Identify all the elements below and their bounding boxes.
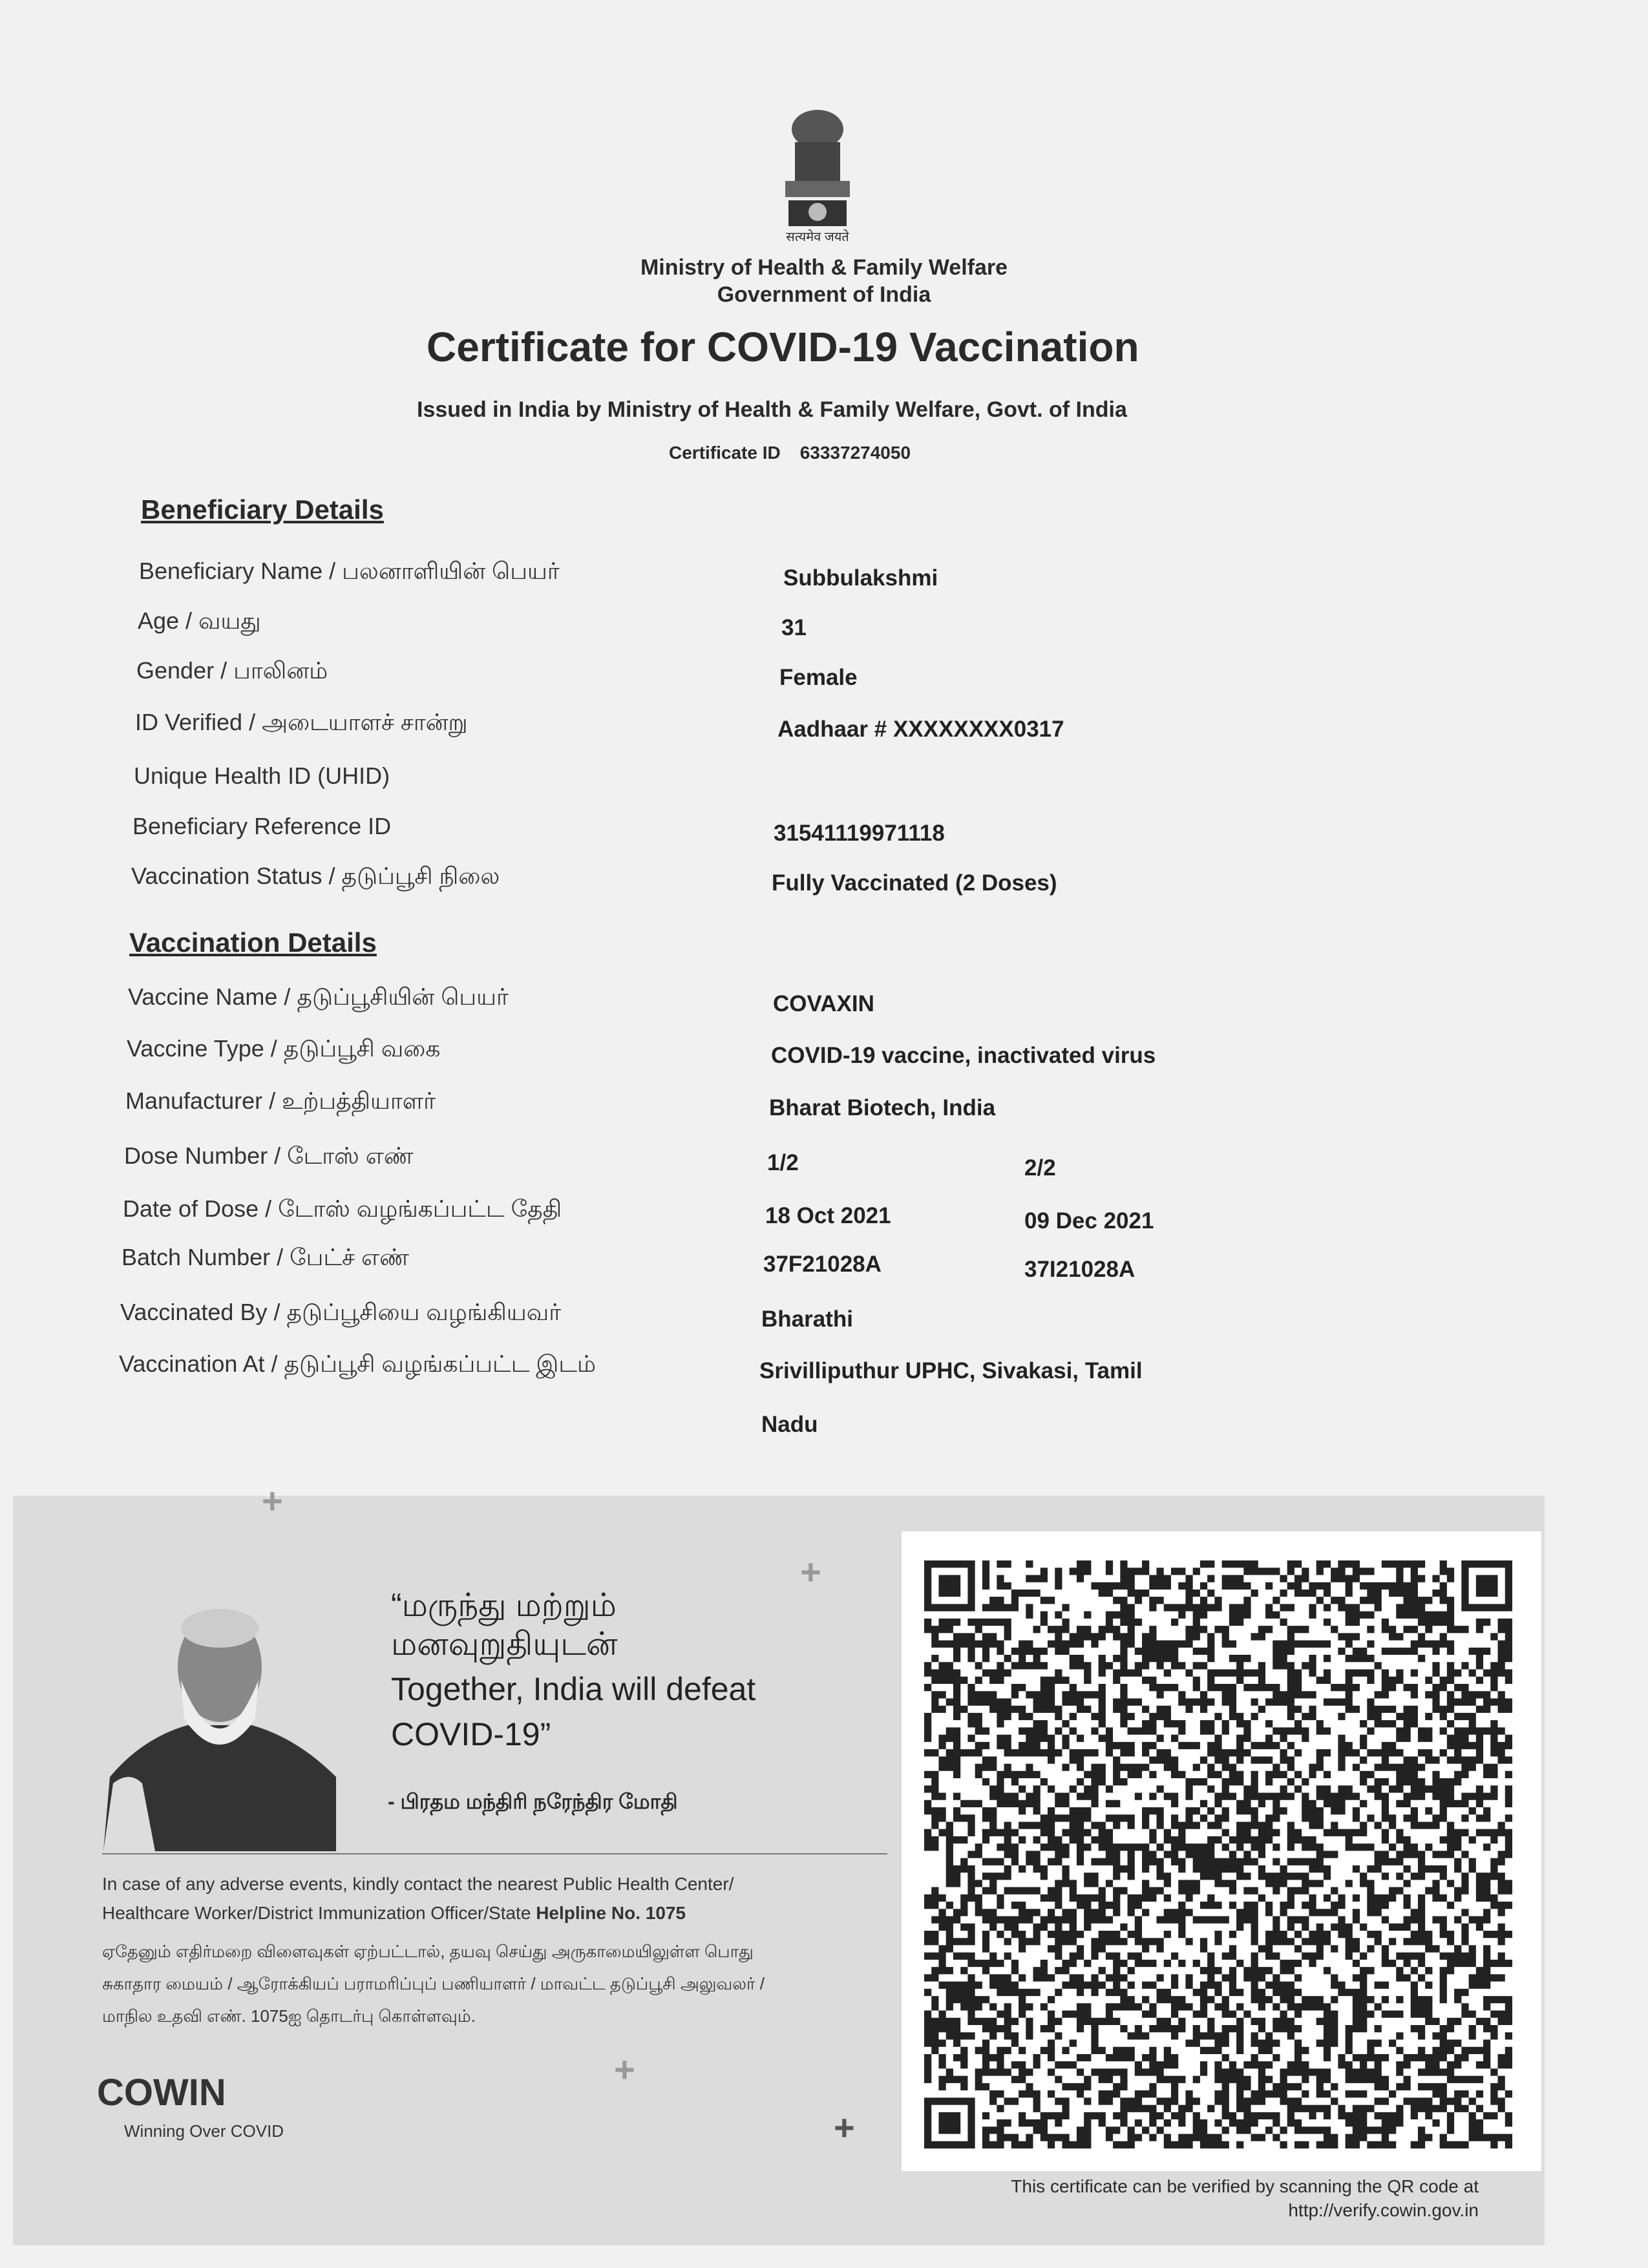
beneficiary-field-label: Unique Health ID (UHID) xyxy=(134,762,390,789)
vaccination-field-value: Bharat Biotech, India xyxy=(769,1095,996,1120)
beneficiary-field-value: 31 xyxy=(781,615,807,640)
national-emblem-icon xyxy=(772,103,863,233)
quote-english-1: Together, India will defeat xyxy=(391,1671,756,1707)
vaccination-field-value: COVAXIN xyxy=(773,991,874,1016)
vaccination-field-label: Vaccine Name / தடுப்பூசியின் பெயர் xyxy=(128,983,509,1010)
vaccination-location-cont: Nadu xyxy=(761,1412,818,1437)
beneficiary-field-value: Fully Vaccinated (2 Doses) xyxy=(772,870,1057,896)
adverse-events-tamil-1: ஏதேனும் எதிர்மறை விளைவுகள் ஏற்பட்டால், தயவு செய்து அருகாமையிலுள்ள பொது xyxy=(102,1942,754,1961)
verify-text: This certificate can be verified by scanning the QR code at xyxy=(1011,2176,1479,2196)
plus-icon: + xyxy=(262,1480,283,1521)
vaccination-field-value: 1/2 xyxy=(767,1150,799,1175)
qr-code[interactable] xyxy=(924,1560,1512,2148)
vaccination-field-label: Batch Number / பேட்ச் எண் xyxy=(121,1244,409,1270)
beneficiary-field-value: Aadhaar # XXXXXXXX0317 xyxy=(777,717,1064,742)
vaccination-field-label: Dose Number / டோஸ் எண் xyxy=(124,1142,414,1169)
vaccination-field-value: 18 Oct 2021 xyxy=(765,1203,891,1228)
cowin-tagline: Winning Over COVID xyxy=(124,2121,284,2141)
beneficiary-heading: Beneficiary Details xyxy=(141,494,384,525)
qr-modules xyxy=(924,1560,1512,2148)
adverse-events-tamil-3: மாநில உதவி எண். 1075ஐ தொடர்பு கொள்ளவும். xyxy=(102,2006,476,2026)
cowin-logo: COWIN xyxy=(97,2072,226,2114)
vaccination-field-value: Srivilliputhur UPHC, Sivakasi, Tamil xyxy=(759,1358,1143,1383)
adverse-events-line-1: In case of any adverse events, kindly contact the nearest Public Health Center/ xyxy=(102,1874,734,1894)
vaccination-field-value-dose2: 37I21028A xyxy=(1024,1257,1136,1282)
adverse-events-tamil-2: சுகாதார மையம் / ஆரோக்கியப் பராமரிப்புப் பணியாளர் / மாவட்ட தடுப்பூசி அலுவலர் / xyxy=(102,1974,765,1993)
vaccination-field-value-dose2: 2/2 xyxy=(1024,1155,1056,1181)
certificate-id xyxy=(669,443,911,463)
issued-by: Issued in India by Ministry of Health & Family Welfare, Govt. of India xyxy=(417,397,1127,422)
beneficiary-field-label: ID Verified / அடையாளச் சான்று xyxy=(135,709,468,735)
vaccination-field-value: 37F21028A xyxy=(763,1252,882,1277)
beneficiary-field-label: Gender / பாலினம் xyxy=(136,657,328,684)
beneficiary-field-value: 31541119971118 xyxy=(774,821,945,846)
ministry-name: Ministry of Health & Family Welfare xyxy=(640,255,1008,280)
adverse-events-line-2 xyxy=(102,1903,686,1924)
vaccination-field-label: Manufacturer / உற்பத்தியாளர் xyxy=(125,1087,436,1114)
plus-icon: + xyxy=(614,2049,635,2090)
beneficiary-field-label: Vaccination Status / தடுப்பூசி நிலை xyxy=(131,863,500,889)
beneficiary-field-value: Subbulakshmi xyxy=(783,565,938,591)
vaccination-field-label: Vaccinated By / தடுப்பூசியை வழங்கியவர் xyxy=(120,1299,561,1325)
quote-attribution: - பிரதம மந்திரி நரேந்திர மோதி xyxy=(388,1790,678,1813)
adverse-text: Healthcare Worker/District Immunization Officer/State xyxy=(102,1903,536,1923)
qr-container xyxy=(902,1531,1541,2171)
beneficiary-field-label: Beneficiary Name / பலனாளியின் பெயர் xyxy=(139,558,560,584)
certificate-id-label: Certificate ID xyxy=(669,443,781,463)
pm-photo xyxy=(103,1609,336,1851)
verify-url[interactable]: http://verify.cowin.gov.in xyxy=(1288,2200,1479,2220)
quote-english-2: COVID-19” xyxy=(391,1716,551,1752)
beneficiary-field-label: Beneficiary Reference ID xyxy=(132,813,392,839)
government-name: Government of India xyxy=(717,282,931,307)
beneficiary-field-label: Age / வயது xyxy=(138,607,261,634)
helpline-number: Helpline No. 1075 xyxy=(536,1903,686,1923)
vaccination-field-value-dose2: 09 Dec 2021 xyxy=(1024,1208,1154,1234)
quote-tamil-2: மனவுறுதியுடன் xyxy=(391,1626,618,1662)
vaccination-heading: Vaccination Details xyxy=(129,927,377,958)
beneficiary-field-value: Female xyxy=(779,665,858,690)
certificate-id-value: 63337274050 xyxy=(799,443,911,463)
page-title: Certificate for COVID-19 Vaccination xyxy=(427,324,1139,370)
quote-tamil-1: “மருந்து மற்றும் xyxy=(391,1587,617,1623)
vaccination-field-value: COVID-19 vaccine, inactivated virus xyxy=(771,1043,1156,1068)
emblem-motto: सत्यमेव जयते xyxy=(786,230,849,244)
vaccination-field-value: Bharathi xyxy=(761,1307,853,1332)
plus-icon: + xyxy=(834,2107,855,2148)
vaccination-field-label: Vaccine Type / தடுப்பூசி வகை xyxy=(127,1035,441,1062)
vaccination-field-label: Vaccination At / தடுப்பூசி வழங்கப்பட்ட இடம் xyxy=(119,1350,596,1377)
plus-icon: + xyxy=(800,1551,821,1592)
divider xyxy=(102,1853,887,1854)
vaccination-field-label: Date of Dose / டோஸ் வழங்கப்பட்ட தேதி xyxy=(123,1195,562,1222)
